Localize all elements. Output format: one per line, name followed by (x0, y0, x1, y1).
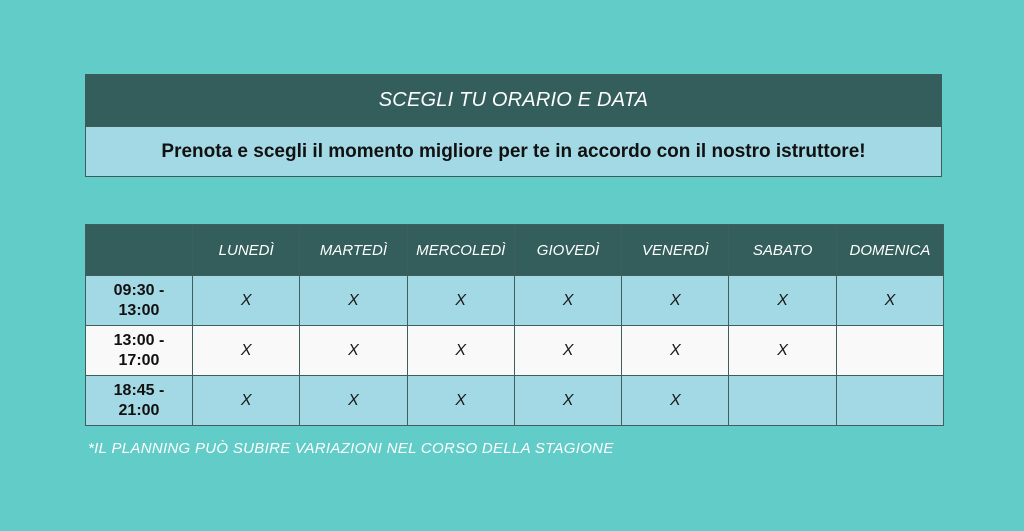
slot-cell: X (514, 276, 621, 326)
day-header-martedi: MARTEDÌ (300, 225, 407, 276)
schedule-table (85, 224, 944, 426)
slot-cell: X (514, 326, 621, 376)
slot-cell: X (622, 376, 729, 426)
day-header-domenica: DOMENICA (836, 225, 943, 276)
slot-cell: X (622, 326, 729, 376)
slot-cell: X (514, 376, 621, 426)
time-slot-cell (86, 276, 193, 326)
slot-cell (729, 376, 836, 426)
slot-cell (836, 326, 943, 376)
slot-cell: X (193, 376, 300, 426)
slot-cell: X (729, 276, 836, 326)
time-slot-start: 18:45 - (113, 381, 165, 399)
slot-cell: X (836, 276, 943, 326)
slot-cell: X (729, 326, 836, 376)
slot-cell: X (193, 326, 300, 376)
time-slot-start: 13:00 - (113, 331, 165, 349)
slot-cell (836, 376, 943, 426)
time-slot-cell (86, 376, 193, 426)
header-title: SCEGLI TU ORARIO E DATA (86, 75, 941, 126)
day-header-venerdi: VENERDÌ (622, 225, 729, 276)
time-slot-end: 21:00 (118, 401, 160, 419)
table-row (86, 326, 944, 376)
slot-cell: X (300, 376, 407, 426)
schedule-corner-cell (86, 225, 193, 276)
day-header-mercoledi: MERCOLEDÌ (407, 225, 514, 276)
schedule-header-row (86, 225, 944, 276)
slot-cell: X (407, 376, 514, 426)
slot-cell: X (300, 276, 407, 326)
slot-cell: X (193, 276, 300, 326)
footnote: *IL PLANNING PUÒ SUBIRE VARIAZIONI NEL CORSO DELLA STAGIONE (88, 440, 614, 457)
time-slot-cell (86, 326, 193, 376)
day-header-giovedi: GIOVEDÌ (514, 225, 621, 276)
day-header-lunedi: LUNEDÌ (193, 225, 300, 276)
day-header-sabato: SABATO (729, 225, 836, 276)
table-row (86, 376, 944, 426)
slot-cell: X (622, 276, 729, 326)
slot-cell: X (407, 326, 514, 376)
header-box (85, 74, 942, 177)
time-slot-end: 13:00 (118, 301, 160, 319)
slot-cell: X (300, 326, 407, 376)
header-subtitle: Prenota e scegli il momento migliore per te in accordo con il nostro istruttore! (86, 126, 941, 176)
slot-cell: X (407, 276, 514, 326)
time-slot-end: 17:00 (118, 351, 160, 369)
table-row (86, 276, 944, 326)
time-slot-start: 09:30 - (113, 281, 165, 299)
